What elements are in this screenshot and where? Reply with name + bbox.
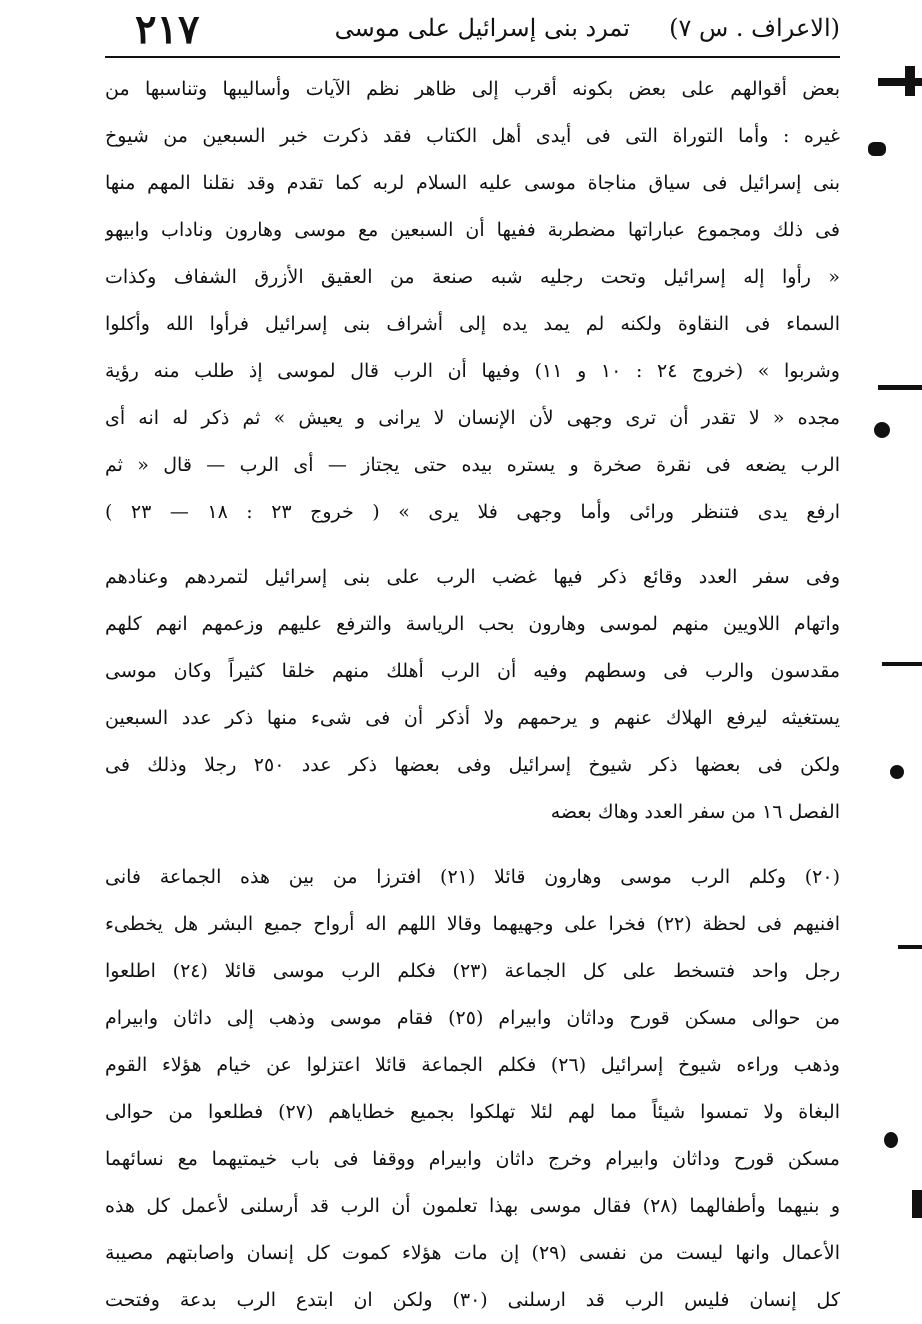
- page-number: ٢١٧: [135, 6, 200, 53]
- paragraph-gap: [105, 836, 840, 854]
- paragraph-gap: [105, 536, 840, 554]
- margin-mark: [912, 1190, 922, 1218]
- text-line: الأعمال وانها ليست من نفسى (٢٩) إن مات هؤلاء كموت كل إنسان واصابتهم مصيبة: [105, 1242, 840, 1264]
- text-line: الفصل ١٦ من سفر العدد وهاك بعضه: [550, 801, 840, 823]
- text-line: البغاة ولا تمسوا شيئاً مما لهم لئلا تهلكوا بجميع خطاياهم (٢٧) فطلعوا من حوالى: [105, 1101, 840, 1123]
- text-line: الرب يضعه فى نقرة صخرة و يستره بيده حتى يجتاز — أى الرب — قال « ثم: [105, 454, 840, 476]
- text-line: من حوالى مسكن قورح وداثان وابيرام (٢٥) فقام موسى وذهب إلى داثان وابيرام: [105, 1007, 840, 1029]
- header-chapter-title: تمرد بنى إسرائيل على موسى: [334, 14, 630, 42]
- margin-mark: [878, 78, 922, 86]
- margin-mark: [905, 66, 915, 96]
- margin-mark: [898, 945, 922, 949]
- text-line: مقدسون والرب فى وسطهم وفيه أن الرب أهلك منهم خلقا كثيراً وكان موسى: [105, 660, 840, 682]
- text-line: و بنيهما وأطفالهما (٢٨) فقال موسى بهذا تعلمون أن الرب قد أرسلنى لأعمل كل هذه: [105, 1195, 840, 1217]
- text-line: بنى إسرائيل فى سياق مناجاة موسى عليه السلام لربه كما تقدم وقد نقلنا المهم منها: [105, 172, 840, 194]
- body-text: [105, 66, 840, 1324]
- text-line: كل إنسان فليس الرب قد ارسلنى (٣٠) ولكن ان ابتدع الرب بدعة وفتحت: [105, 1289, 840, 1311]
- text-line: « رأوا إله إسرائيل وتحت رجليه شبه صنعة من العقيق الأزرق الشفاف وكذات: [105, 266, 840, 288]
- paragraph-1: [105, 66, 840, 536]
- header-section-reference: (الاعراف . س ٧): [669, 14, 840, 42]
- margin-mark: [878, 385, 922, 390]
- margin-mark: [884, 1132, 898, 1148]
- text-line: افنيهم فى لحظة (٢٢) فخرا على وجهيهما وقالا اللهم اله أرواح جميع البشر هل يخطىء: [105, 913, 840, 935]
- margin-mark: [890, 765, 904, 779]
- text-line: وذهب وراءه شيوخ إسرائيل (٢٦) فكلم الجماعة قائلا اعتزلوا عن خيام هؤلاء القوم: [105, 1054, 840, 1076]
- paragraph-2: [105, 554, 840, 836]
- text-line: مجده « لا تقدر أن ترى وجهى لأن الإنسان لا يرانى و يعيش » ثم ذكر له انه أى: [105, 407, 840, 429]
- page-header: [105, 8, 840, 52]
- text-line: غيره : وأما التوراة التى فى أيدى أهل الكتاب فقد ذكرت خبر السبعين من شيوخ: [105, 125, 840, 147]
- text-line: وشربوا » (خروج ٢٤ : ١٠ و ١١) وفيها أن الرب قال لموسى إذ طلب منه رؤية: [105, 360, 840, 382]
- header-rule: [105, 56, 840, 58]
- text-line: ارفع يدى فتنظر ورائى وأما وجهى فلا يرى » ( خروج ٢٣ : ١٨ — ٢٣ ): [105, 501, 840, 523]
- text-line: وفى سفر العدد وقائع ذكر فيها غضب الرب على بنى إسرائيل لتمردهم وعنادهم: [105, 566, 840, 588]
- text-line: فى ذلك ومجموع عباراتها مضطربة ففيها أن السبعين مع موسى وهارون وناداب وابيهو: [105, 219, 840, 241]
- margin-mark: [874, 422, 890, 438]
- text-line: مسكن قورح وداثان وابيرام وخرج داثان وابيرام ووقفا فى باب خيمتيهما مع نسائهما: [105, 1148, 840, 1170]
- text-line: بعض أقوالهم على بعض بكونه أقرب إلى ظاهر نظم الآيات وأساليبها وتناسبها من: [105, 78, 840, 100]
- margin-mark: [882, 662, 922, 666]
- paragraph-3: [105, 854, 840, 1324]
- text-line: (٢٠) وكلم الرب موسى وهارون قائلا (٢١) افترزا من بين هذه الجماعة فانى: [105, 866, 840, 888]
- text-line: واتهام اللاويين منهم لموسى وهارون بحب الرياسة والترفع عليهم وزعمهم انهم كلهم: [105, 613, 840, 635]
- text-line: ولكن فى بعضها ذكر شيوخ إسرائيل وفى بعضها ذكر عدد ٢٥٠ رجلا وذلك فى: [105, 754, 840, 776]
- text-line: رجل واحد فتسخط على كل الجماعة (٢٣) فكلم الرب موسى قائلا (٢٤) اطلعوا: [105, 960, 840, 982]
- text-line: السماء فى النقاوة ولكنه لم يمد يده إلى أشراف بنى إسرائيل فرأوا الله وأكلوا: [105, 313, 840, 335]
- margin-mark: [868, 142, 886, 156]
- text-line: يستغيثه ليرفع الهلاك عنهم و يرحمهم ولا أذكر أن فى شىء منها ذكر عدد السبعين: [105, 707, 840, 729]
